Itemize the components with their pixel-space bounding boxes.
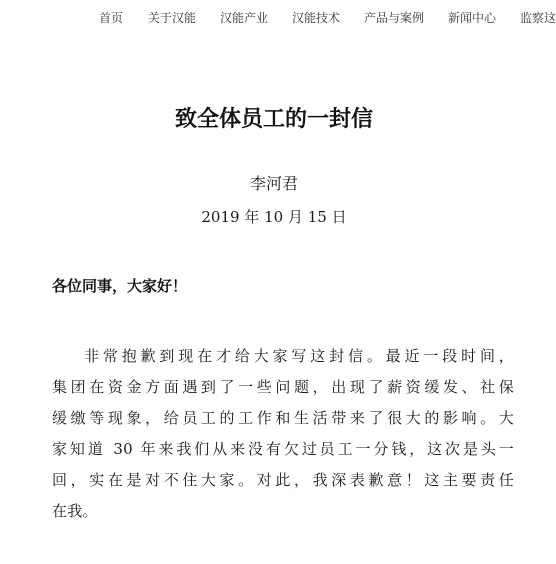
nav-item-about-hanergy[interactable]: 关于汉能 bbox=[148, 11, 197, 25]
nav-item-hanergy-technology[interactable]: 汉能技术 bbox=[292, 11, 341, 25]
article-author: 李河君 bbox=[249, 174, 298, 193]
paragraph-line: 非常抱歉到现在才给大家写这封信。最近一段时间， bbox=[84, 347, 514, 365]
paragraph-line: 家知道 30 年来我们从来没有欠过员工一分钱，这次是头一 bbox=[52, 440, 514, 458]
paragraph-line: 回，实在是对不住大家。对此，我深表歉意！这主要责任 bbox=[52, 471, 514, 489]
paragraph-line: 缓缴等现象，给员工的工作和生活带来了很大的影响。大 bbox=[52, 409, 514, 427]
article-title: 致全体员工的一封信 bbox=[174, 107, 373, 132]
nav-item-products-cases[interactable]: 产品与案例 bbox=[364, 11, 425, 25]
article-date: 2019 年 10 月 15 日 bbox=[201, 208, 347, 226]
paragraph-line: 在我。 bbox=[52, 502, 98, 520]
nav-item-hanergy-industry[interactable]: 汉能产业 bbox=[220, 11, 269, 25]
top-navigation bbox=[0, 0, 556, 34]
nav-item-supervision[interactable]: 监察这 bbox=[520, 11, 556, 25]
paragraph-line: 集团在资金方面遇到了一些问题，出现了薪资缓发、社保 bbox=[52, 378, 514, 396]
article-greeting: 各位同事，大家好！ bbox=[52, 277, 188, 295]
article-paragraph bbox=[52, 341, 514, 527]
nav-item-home[interactable]: 首页 bbox=[99, 11, 124, 25]
nav-item-news-center[interactable]: 新闻中心 bbox=[448, 11, 497, 25]
